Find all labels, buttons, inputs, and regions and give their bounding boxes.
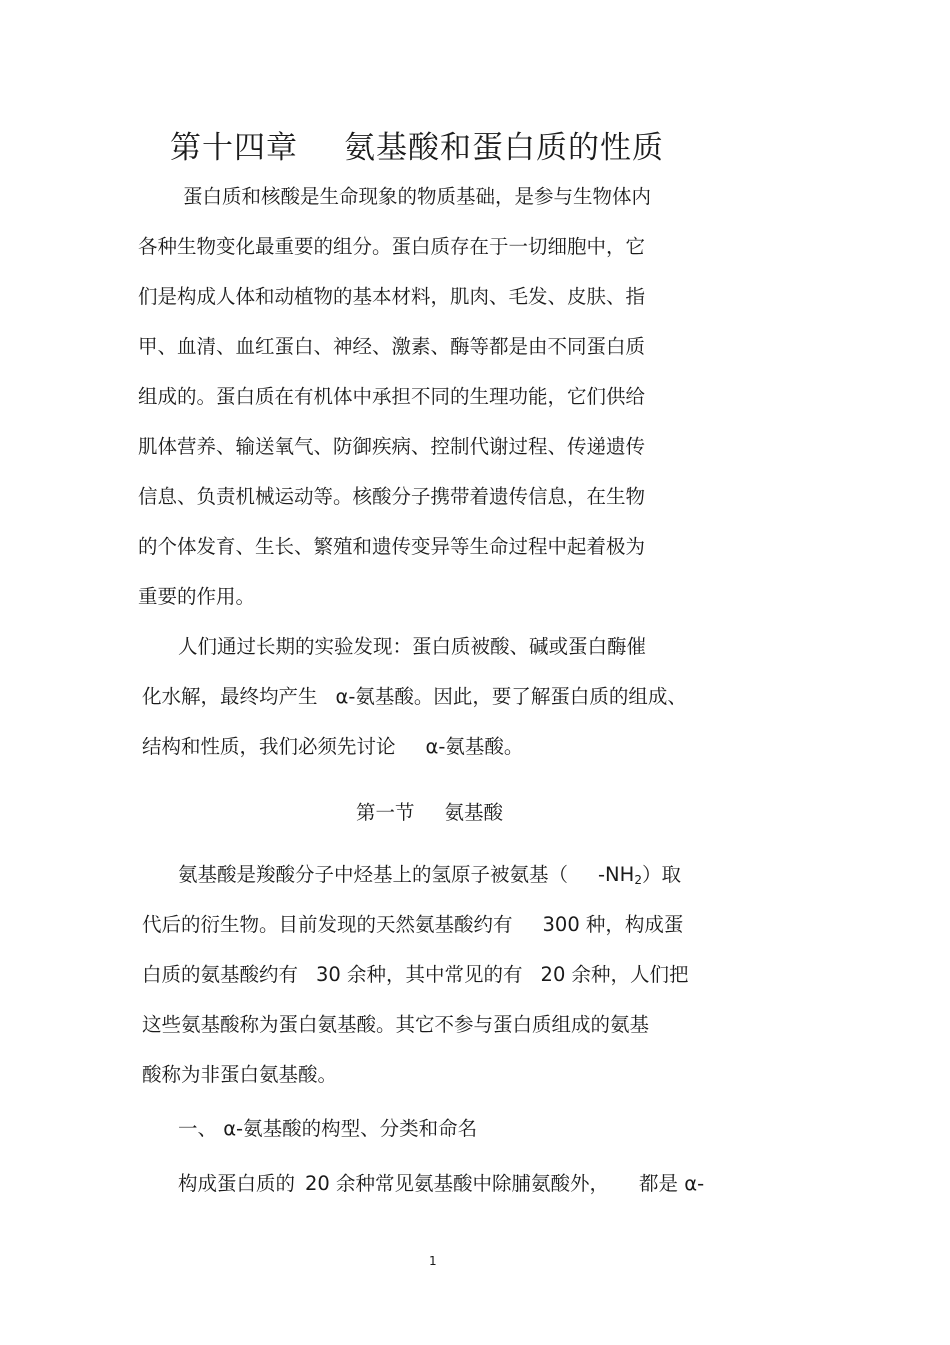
amino-group-subscript: 2	[634, 873, 642, 887]
para3-line-2-part-a: 代后的衍生物。目前发现的天然氨基酸约有	[142, 913, 513, 936]
chapter-title	[170, 122, 664, 167]
intro-line-8: 的个体发育、生长、繁殖和遗传变异等生命过程中起着极为	[138, 535, 646, 558]
para3-line-3-part-a: 白质的氨基酸约有	[142, 963, 299, 986]
para3-line-2	[142, 912, 683, 938]
amino-group-formula: -NH	[598, 863, 635, 886]
intro-line-9: 重要的作用。	[138, 585, 256, 608]
intro-line-3: 们是构成人体和动植物的基本材料，肌肉、毛发、皮肤、指	[138, 285, 646, 308]
para3-line-1	[178, 862, 681, 888]
para3-line-5: 酸称为非蛋白氨基酸。	[142, 1063, 338, 1086]
para2-line-1: 人们通过长期的实验发现：蛋白质被酸、碱或蛋白酶催	[178, 635, 647, 658]
para3-line-2-part-b: 300 种，构成蛋	[542, 913, 684, 936]
intro-line-4: 甲、血清、血红蛋白、神经、激素、酶等都是由不同蛋白质	[138, 335, 646, 358]
para3-line-4: 这些氨基酸称为蛋白氨基酸。其它不参与蛋白质组成的氨基	[142, 1013, 650, 1036]
intro-line-5: 组成的。蛋白质在有机体中承担不同的生理功能，它们供给	[138, 385, 646, 408]
para3-line-3-part-c: 20 余种，人们把	[540, 963, 689, 986]
para3-line-3	[142, 962, 689, 988]
para2-line-3-part-b: α-氨基酸。	[425, 735, 524, 758]
intro-line-2: 各种生物变化最重要的组分。蛋白质存在于一切细胞中，它	[138, 235, 646, 258]
para2-line-2	[142, 684, 687, 710]
intro-line-7: 信息、负责机械运动等。核酸分子携带着遗传信息，在生物	[138, 485, 646, 508]
section-name: 氨基酸	[444, 801, 504, 824]
section-number: 第一节	[356, 801, 415, 824]
para4-part-b: 20 余种常见氨基酸中除脯氨酸外，	[305, 1172, 610, 1195]
para3-line-3-part-b: 30 余种，其中常见的有	[316, 963, 523, 986]
para2-line-3-part-a: 结构和性质，我们必须先讨论	[142, 735, 396, 758]
page-number: 1	[429, 1254, 437, 1268]
para2-line-3	[142, 734, 523, 760]
para4-line-1	[178, 1171, 704, 1197]
intro-line-6: 肌体营养、输送氧气、防御疾病、控制代谢过程、传递遗传	[138, 435, 646, 458]
para2-line-2-part-b: α-氨基酸。因此，要了解蛋白质的组成、	[335, 685, 687, 708]
intro-line-1: 蛋白质和核酸是生命现象的物质基础，是参与生物体内	[183, 185, 652, 208]
para3-line-1-part-c: ）取	[641, 863, 681, 886]
chapter-name: 氨基酸和蛋白质的性质	[344, 130, 664, 166]
subsection-title: 一、 α-氨基酸的构型、分类和命名	[178, 1117, 478, 1140]
para4-part-a: 构成蛋白质的	[178, 1172, 296, 1195]
para2-line-2-part-a: 化水解，最终均产生	[142, 685, 318, 708]
chapter-number: 第十四章	[170, 130, 298, 166]
para4-part-c: 都是 α-	[639, 1172, 705, 1195]
section-title	[356, 800, 503, 826]
para3-line-1-part-a: 氨基酸是羧酸分子中烃基上的氢原子被氨基（	[178, 863, 569, 886]
